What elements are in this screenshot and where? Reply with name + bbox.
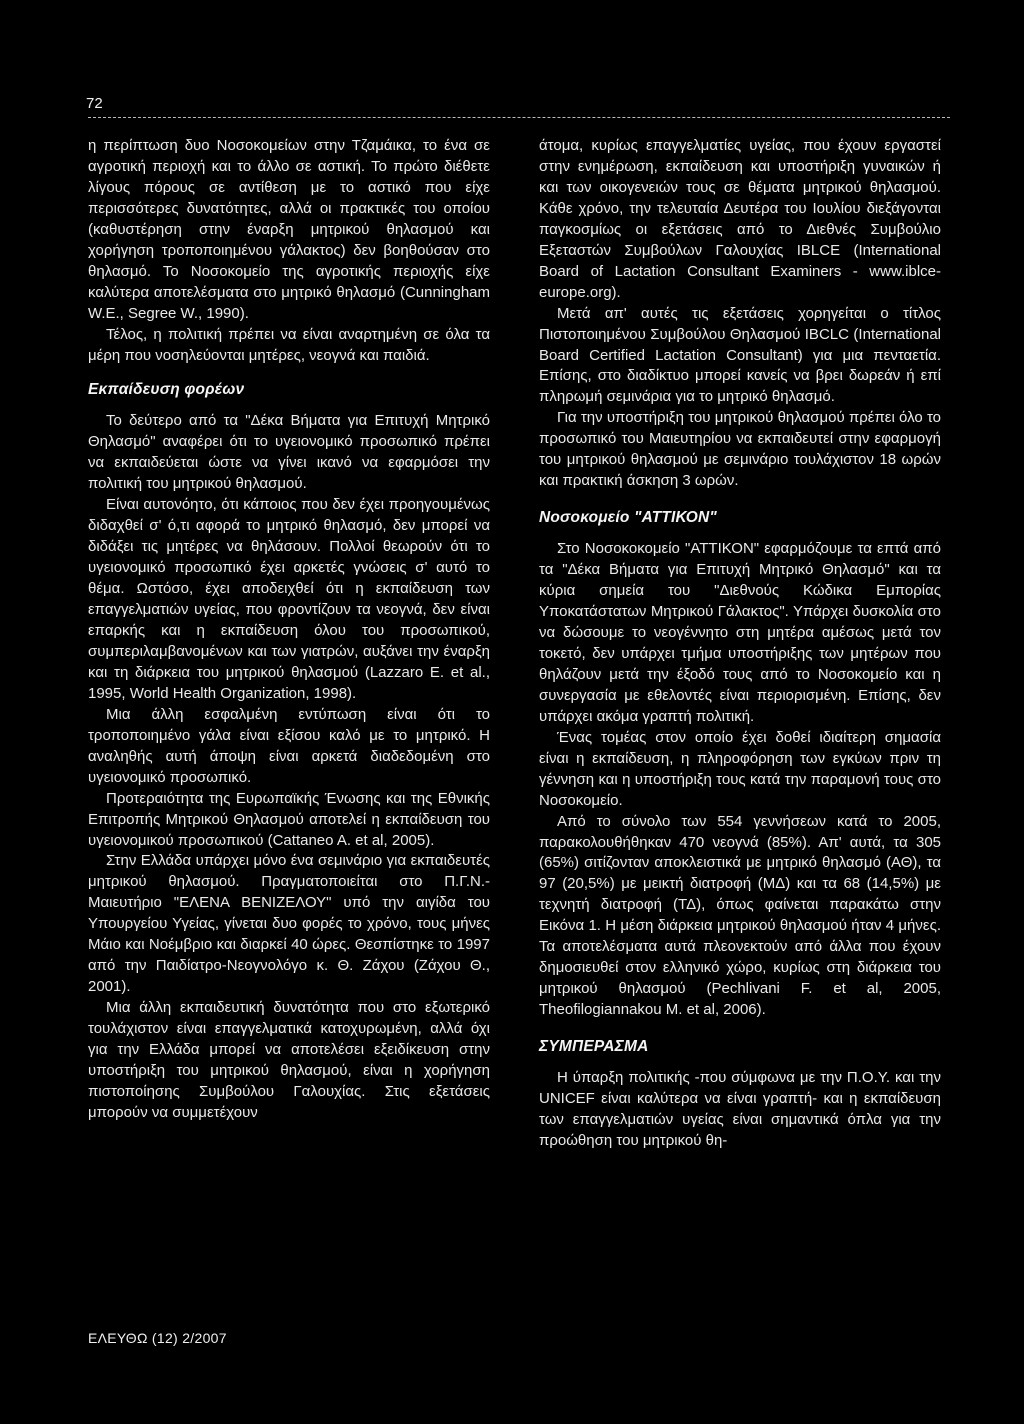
left-column — [88, 136, 490, 1124]
paragraph: Μια άλλη εκπαιδευτική δυνατότητα που στο εξωτερικό τουλάχιστον είναι επαγγελματικά κατοχυρωμένη, αλλά όχι για την Ελλάδα μπορεί να αποτελέσει εξειδίκευση στην υποστήριξη του μητρικού θηλασμού, είναι η χορήγηση πιστοποίησης Συμβούλου Γαλουχίας. Στις εξετάσεις μπορούν να συμμετέχουν — [88, 999, 490, 1121]
section-heading: ΣΥΜΠΕΡΑΣΜΑ — [539, 1038, 649, 1056]
paragraph: Η ύπαρξη πολιτικής -που σύμφωνα με την Π.Ο.Υ. και την UNICEF είναι καλύτερα να είναι γραπτή- και η εκπαίδευση των επαγγελματιών υγείας είναι σημαντικά όπλα για την προώθηση του μητρικού θη- — [539, 1069, 941, 1149]
paragraph: Προτεραιότητα της Ευρωπαϊκής Ένωσης και της Εθνικής Επιτροπής Μητρικού Θηλασμού αποτελεί η εκπαίδευση του υγειονομικού προσωπικού (Cattaneo A. et al, 2005). — [88, 789, 490, 849]
right-column — [539, 136, 941, 1152]
footer-journal-reference: ΕΛΕΥΘΩ (12) 2/2007 — [88, 1330, 227, 1346]
paragraph: Μετά απ' αυτές τις εξετάσεις χορηγείται ο τίτλος Πιστοποιημένου Συμβούλου Θηλασμού IBCLC (International Board Certified Lactation Consultant) για μια πενταετία. Επίσης, στο διαδίκτυο μπορεί κανείς να βρει δωρεάν ή επί πληρωμή σεμινάρια για το μητρικό θηλασμό. — [539, 304, 941, 406]
paragraph: Ένας τομέας στον οποίο έχει δοθεί ιδιαίτερη σημασία είναι η εκπαίδευση, η πληροφόρηση των εγκύων πριν τη γέννηση και η υποστήριξη τους κατά την παραμονή τους στο Νοσοκομείο. — [539, 728, 941, 809]
page-number: 72 — [86, 95, 103, 112]
paragraph: Για την υποστήριξη του μητρικού θηλασμού πρέπει όλο το προσωπικό του Μαιευτηρίου να εκπαιδευτεί στην εφαρμογή του μητρικού θηλασμού με σεμινάριο τουλάχιστον 18 ωρών και πρακτική άσκηση 3 ωρών. — [539, 409, 941, 490]
section-heading: Εκπαίδευση φορέων — [88, 381, 245, 399]
paragraph: Μια άλλη εσφαλμένη εντύπωση είναι ότι το τροποποιημένο γάλα είναι εξίσου καλό με το μητρικό. Η αναληθής αυτή άποψη είναι αρκετά διαδεδομένη στο υγειονομικό προσωπικό. — [88, 705, 490, 786]
header-rule — [88, 117, 950, 118]
paragraph: Στην Ελλάδα υπάρχει μόνο ένα σεμινάριο για εκπαιδευτές μητρικού θηλασμού. Πραγματοποιείται στο Π.Γ.Ν.-Μαιευτήριο "ΕΛΕΝΑ ΒΕΝΙΖΕΛΟΥ" υπό την αιγίδα του Υπουργείου Υγείας, γίνεται δυο φορές το χρόνο, τους μήνες Μάιο και Νοέμβριο και διαρκεί 40 ώρες. Θεσπίστηκε το 1997 από την Παιδίατρο-Νεογνολόγο κ. Θ. Ζάχου (Ζάχου Θ., 2001). — [88, 852, 490, 996]
section-heading: Νοσοκομείο "ΑΤΤΙΚΟΝ" — [539, 509, 717, 527]
paragraph: Στο Νοσοκοκομείο "ΑΤΤΙΚΟΝ" εφαρμόζουμε τα επτά από τα "Δέκα Βήματα για Επιτυχή Μητρικό Θηλασμό" και τα κύρια σημεία του "Διεθνούς Κώδικα Εμπορίας Υποκατάστατων Μητρικού Γάλακτος". Υπάρχει δυσκολία στο να δώσουμε το νεογέννητο στη μητέρα αμέσως μετά τον τοκετό, δεν υπάρχει τμήμα υποστήριξης των μητέρων που θηλάζουν μετά την έξοδό τους από το Νοσοκομείο και η συνεργασία με εθελοντές είναι περιορισμένη. Επίσης, δεν υπάρχει ακόμα γραπτή πολιτική. — [539, 540, 941, 725]
paragraph: Τέλος, η πολιτική πρέπει να είναι αναρτημένη σε όλα τα μέρη που νοσηλεύονται μητέρες, νεογνά και παιδιά. — [88, 325, 490, 364]
paragraph: Από το σύνολο των 554 γεννήσεων κατά το 2005, παρακολουθήθηκαν 470 νεογνά (85%). Απ' αυτά, τα 305 (65%) σιτίζονταν αποκλειστικά με μητρικό θηλασμό (ΑΘ), τα 97 (20,5%) με μεικτή διατροφή (ΜΔ) και τα 68 (14,5%) με τεχνητή διατροφή (ΤΔ), όπως φαίνεται παρακάτω στην Εικόνα 1. Η μέση διάρκεια μητρικού θηλασμού ήταν 4 μήνες. Τα αποτελέσματα αυτά πλεονεκτούν από άλλα που έχουν δημοσιευθεί στον ελληνικό χώρο, κυρίως στη διάρκεια του μητρικού θηλασμού (Pechlivani F. et al, 2005, Theofilogiannakou M. et al, 2006). — [539, 812, 941, 1019]
paragraph: η περίπτωση δυο Νοσοκομείων στην Τζαμάικα, το ένα σε αγροτική περιοχή και το άλλο σε αστική. Το πρώτο διέθετε λίγους πόρους σε αντίθεση με το αστικό που είχε περισσότερες δυνατότητες, αλλά οι πρακτικές του οποίου (καθυστέρηση στην έναρξη μητρικού θηλασμού και χορήγηση τροποποιημένου γάλακτος) δεν βοηθούσαν στο θηλασμό. Το Νοσοκομείο της αγροτικής περιοχής είχε καλύτερα αποτελέσματα στο μητρικό θηλασμό (Cunningham W.E., Segree W., 1990). — [88, 137, 490, 322]
paragraph: Το δεύτερο από τα "Δέκα Βήματα για Επιτυχή Μητρικό Θηλασμό" αναφέρει ότι το υγειονομικό προσωπικό πρέπει να εκπαιδεύεται ώστε να γίνει ικανό να εφαρμόσει την πολιτική του μητρικού θηλασμού. — [88, 412, 490, 493]
paragraph: άτομα, κυρίως επαγγελματίες υγείας, που έχουν εργαστεί στην ενημέρωση, εκπαίδευση και υποστήριξη γυναικών ή και των οικογενειών τους σε θέματα μητρικού θηλασμού. Κάθε χρόνο, την τελευταία Δευτέρα του Ιουλίου διεξάγονται παγκοσμίως οι εξετάσεις από το Διεθνές Συμβούλιο Εξεταστών Συμβούλων Γαλουχίας IBLCE (International Board of Lactation Consultant Examiners - www.iblce-europe.org). — [539, 137, 941, 301]
paragraph: Είναι αυτονόητο, ότι κάποιος που δεν έχει προηγουμένως διδαχθεί σ' ό,τι αφορά το μητρικό θηλασμό, δεν μπορεί να διδάξει τις μητέρες να θηλάσουν. Πολλοί θεωρούν ότι το υγειονομικό προσωπικό έχει αρκετές γνώσεις σ' αυτό το θέμα. Ωστόσο, έχει αποδειχθεί ότι η εκπαίδευση των επαγγελματιών υγείας, που φροντίζουν τα νεογνά, δεν είναι επαρκής και η εκπαίδευση όλου του προσωπικού, συμπεριλαμβανομένων και των γιατρών, αυξάνει την έναρξη και τη διάρκεια του μητρικού θηλασμού (Lazzaro E. et al., 1995, World Health Organization, 1998). — [88, 496, 490, 702]
